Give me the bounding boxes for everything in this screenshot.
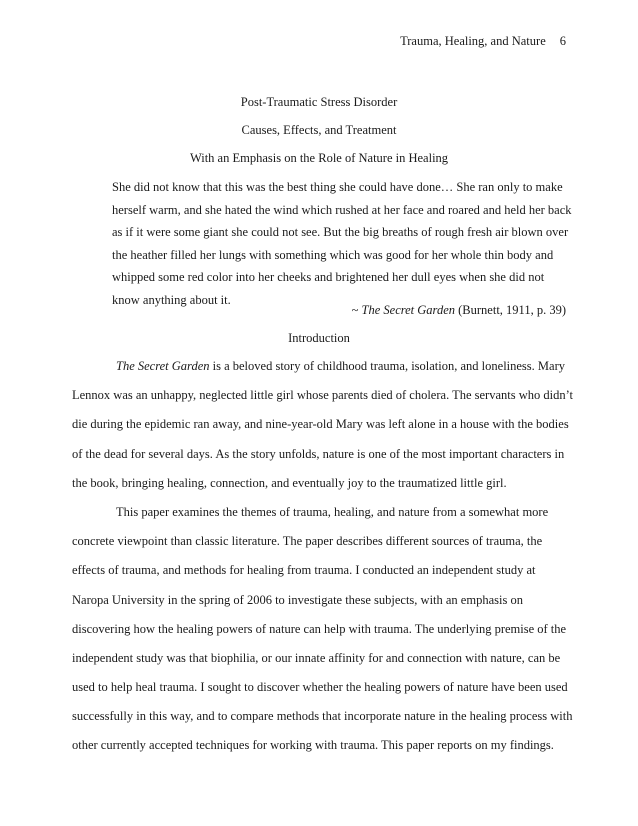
paragraph-line: discovering how the healing powers of nature can help with trauma. The underlying premise of the: [72, 621, 567, 636]
paragraph-line: die during the epidemic ran away, and nine-year-old Mary was left alone in a house with the bodies: [72, 417, 569, 432]
attribution-prefix: ~: [351, 303, 362, 317]
paragraph-line: other currently accepted techniques for working with trauma. This paper reports on my findings.: [72, 738, 554, 753]
epigraph-line: whipped some red color into her cheeks and brightened her dull eyes when she did not: [112, 270, 545, 285]
paragraph-line: effects of trauma, and methods for healing from trauma. I conducted an independent study at: [72, 563, 536, 578]
epigraph-line: as if it were some giant she could not see. But the big breaths of rough fresh air blown over: [112, 225, 569, 240]
section-heading: Introduction: [288, 331, 350, 345]
attribution-cite: (Burnett, 1911, p. 39): [455, 303, 566, 317]
epigraph-line: She did not know that this was the best thing she could have done… She ran only to make: [112, 180, 563, 194]
running-head: [400, 34, 566, 49]
attribution-title: The Secret Garden: [361, 303, 456, 317]
epigraph-attribution: [352, 303, 566, 318]
paragraph-line: The Secret Garden is a beloved story of childhood trauma, isolation, and loneliness. Mary: [116, 359, 565, 373]
epigraph-line: the heather filled her lungs with something which was good for her whole thin body and: [112, 247, 554, 262]
paragraph-line: concrete viewpoint than classic literature. The paper describes different sources of trauma, the: [72, 534, 543, 549]
paragraph-line: Lennox was an unhappy, neglected little girl whose parents died of cholera. The servants who didn’t: [72, 388, 574, 403]
page-number: 6: [559, 34, 566, 48]
paragraph-line: used to help heal trauma. I sought to discover whether the healing powers of nature have been used: [72, 680, 568, 695]
title-line-2: Causes, Effects, and Treatment: [241, 123, 397, 137]
epigraph-line: know anything about it.: [112, 292, 231, 307]
epigraph: [112, 176, 572, 312]
paragraph-line: of the dead for several days. As the story unfolds, nature is one of the most important characters in: [72, 446, 565, 461]
paragraph-line: Naropa University in the spring of 2006 to investigate these subjects, with an emphasis on: [72, 592, 523, 607]
paragraph-line: successfully in this way, and to compare methods that incorporate nature in the healing process with: [72, 709, 573, 724]
paragraph-line: This paper examines the themes of trauma, healing, and nature from a somewhat more: [116, 504, 549, 519]
title-line-3: With an Emphasis on the Role of Nature in Healing: [189, 151, 449, 165]
paragraph-line: the book, bringing healing, connection, and eventually joy to the traumatized little girl.: [72, 475, 507, 490]
paragraph-line: independent study was that biophilia, or our innate affinity for and connection with nature, can be: [72, 650, 561, 665]
title-line-1: Post-Traumatic Stress Disorder: [240, 95, 398, 109]
paragraph-1: [72, 352, 572, 761]
epigraph-line: herself warm, and she hated the wind which rushed at her face and roared and held her back: [112, 202, 572, 217]
running-title: Trauma, Healing, and Nature: [400, 34, 546, 48]
book-title: The Secret Garden: [116, 359, 210, 373]
